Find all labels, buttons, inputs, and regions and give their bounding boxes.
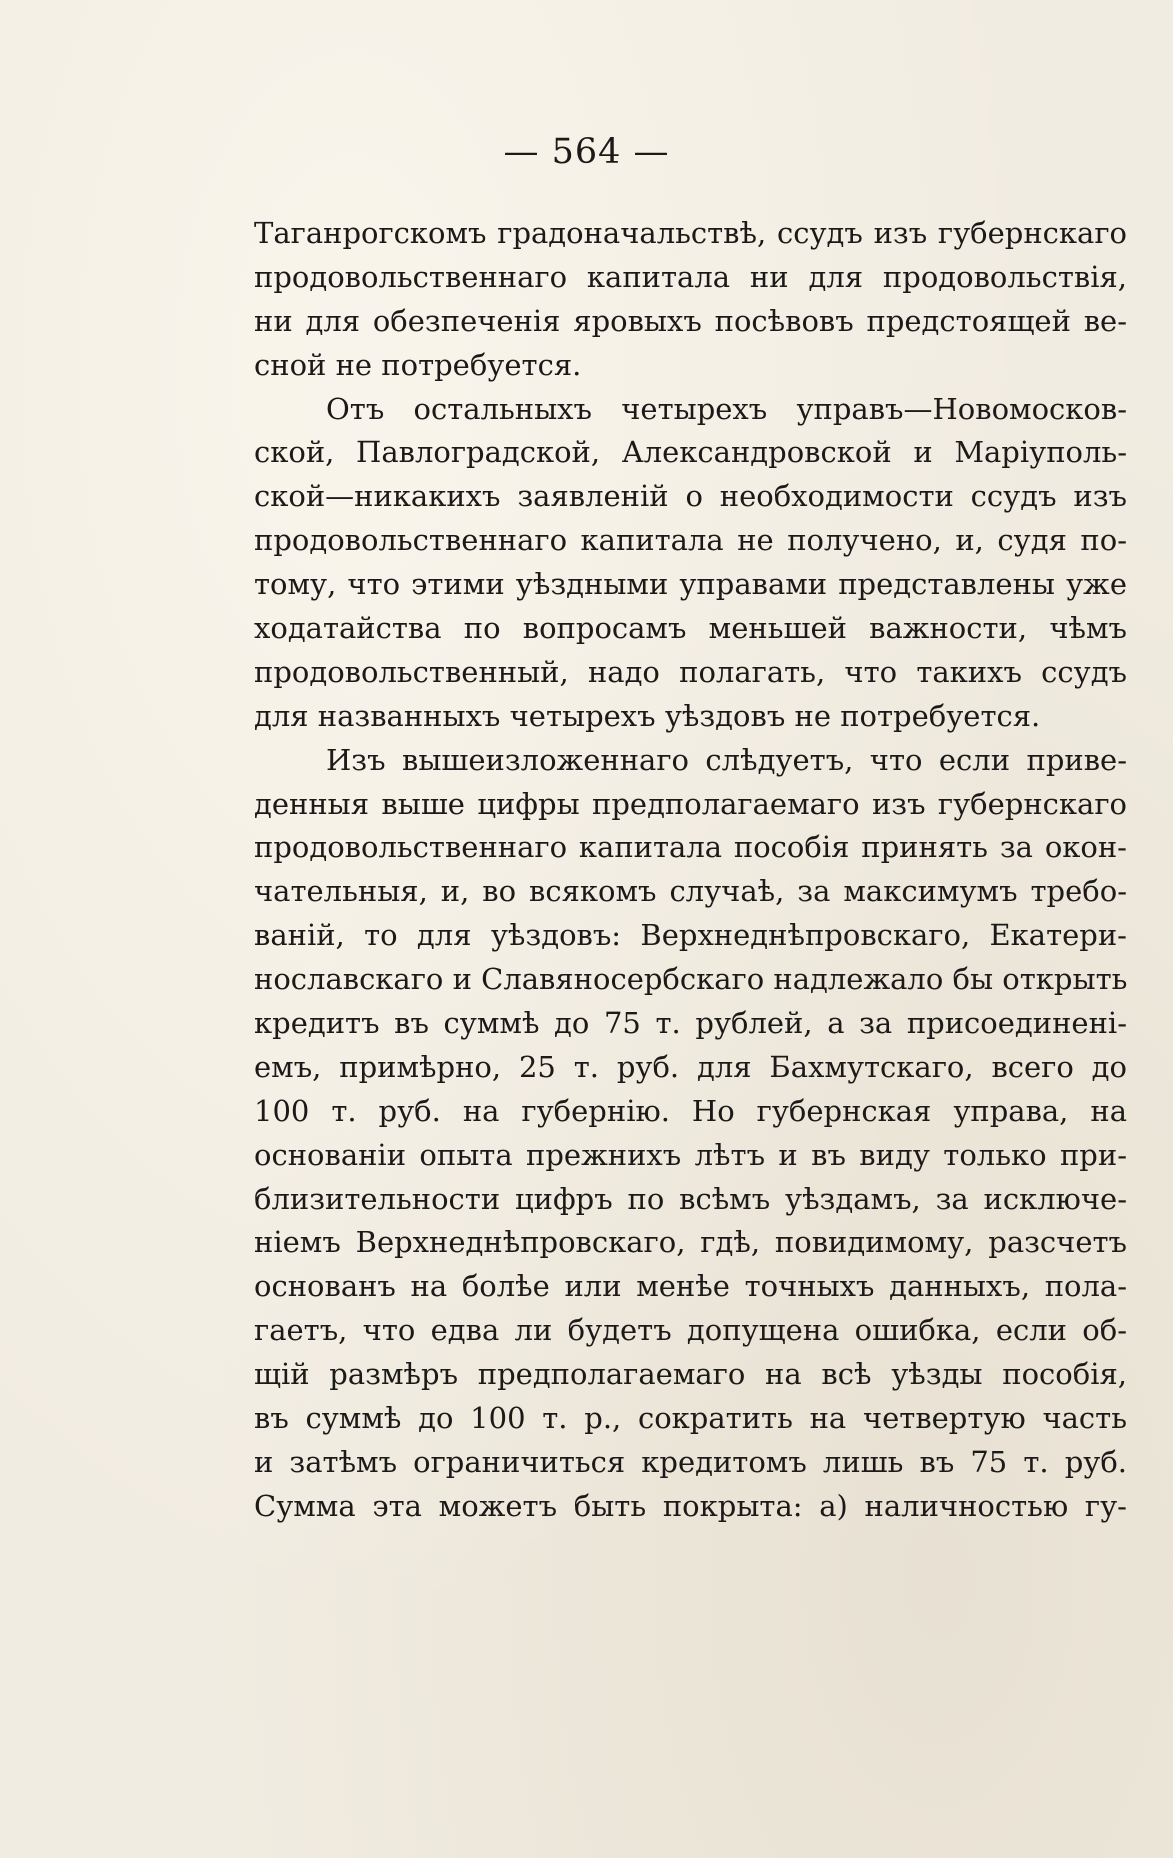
text-line: ходатайства по вопросамъ меньшей важности, чѣмъ: [254, 611, 1127, 646]
text-line: емъ, примѣрно, 25 т. руб. для Бахмутскаго, всего до: [254, 1049, 1127, 1084]
text-line: для названныхъ четырехъ уѣздовъ не потребуется.: [254, 698, 1041, 733]
text-line: основаніи опыта прежнихъ лѣтъ и въ виду только при-: [254, 1137, 1127, 1172]
text-line: кредитъ въ суммѣ до 75 т. рублей, а за присоединені-: [254, 1006, 1127, 1041]
text-line: продовольственнаго капитала пособія принять за окон-: [254, 830, 1127, 865]
text-line: продовольственный, надо полагать, что такихъ ссудъ: [254, 654, 1127, 689]
text-line: продовольственнаго капитала ни для продовольствія,: [254, 259, 1127, 294]
text-line: сной не потребуется.: [254, 347, 582, 382]
text-line: 100 т. руб. на губернію. Но губернская управа, на: [254, 1093, 1127, 1128]
text-line: тому, что этими уѣздными управами представлены уже: [254, 567, 1127, 602]
text-line: основанъ на болѣе или менѣе точныхъ данныхъ, пола-: [254, 1269, 1127, 1304]
text-line: и затѣмъ ограничиться кредитомъ лишь въ 75 т. руб.: [254, 1444, 1127, 1479]
text-line: Изъ вышеизложеннаго слѣдуетъ, что если приве-: [326, 742, 1127, 777]
text-line: продовольственнаго капитала не получено, и, судя по-: [254, 523, 1127, 558]
text-line: близительности цифръ по всѣмъ уѣздамъ, за исключе-: [254, 1181, 1127, 1216]
text-line: Отъ остальныхъ четырехъ управъ—Новомосков-: [326, 391, 1127, 426]
text-line: щій размѣръ предполагаемаго на всѣ уѣзды пособія,: [254, 1357, 1127, 1392]
text-line: денныя выше цифры предполагаемаго изъ губернскаго: [254, 786, 1127, 821]
text-line: ни для обезпеченія яровыхъ посѣвовъ предстоящей ве-: [254, 303, 1127, 338]
body-text: [254, 212, 1127, 1529]
text-line: гаетъ, что едва ли будетъ допущена ошибка, если об-: [254, 1313, 1127, 1348]
text-line: нославскаго и Славяносербскаго надлежало бы открыть: [254, 962, 1127, 997]
text-line: ніемъ Верхнеднѣпровскаго, гдѣ, повидимому, разсчетъ: [254, 1225, 1127, 1260]
page-number: — 564 —: [503, 132, 670, 172]
text-line: Таганрогскомъ градоначальствѣ, ссудъ изъ губернскаго: [254, 216, 1127, 250]
text-line: Сумма эта можетъ быть покрыта: а) наличностью гу-: [254, 1488, 1127, 1523]
text-line: ской, Павлоградской, Александровской и Маріуполь-: [254, 435, 1127, 470]
text-line: ваній, то для уѣздовъ: Верхнеднѣпровскаго, Екатери-: [254, 918, 1127, 953]
text-line: ской—никакихъ заявленій о необходимости ссудъ изъ: [254, 479, 1127, 514]
text-line: чательныя, и, во всякомъ случаѣ, за максимумъ требо-: [254, 874, 1127, 909]
text-line: въ суммѣ до 100 т. р., сократить на четвертую часть: [254, 1401, 1127, 1436]
